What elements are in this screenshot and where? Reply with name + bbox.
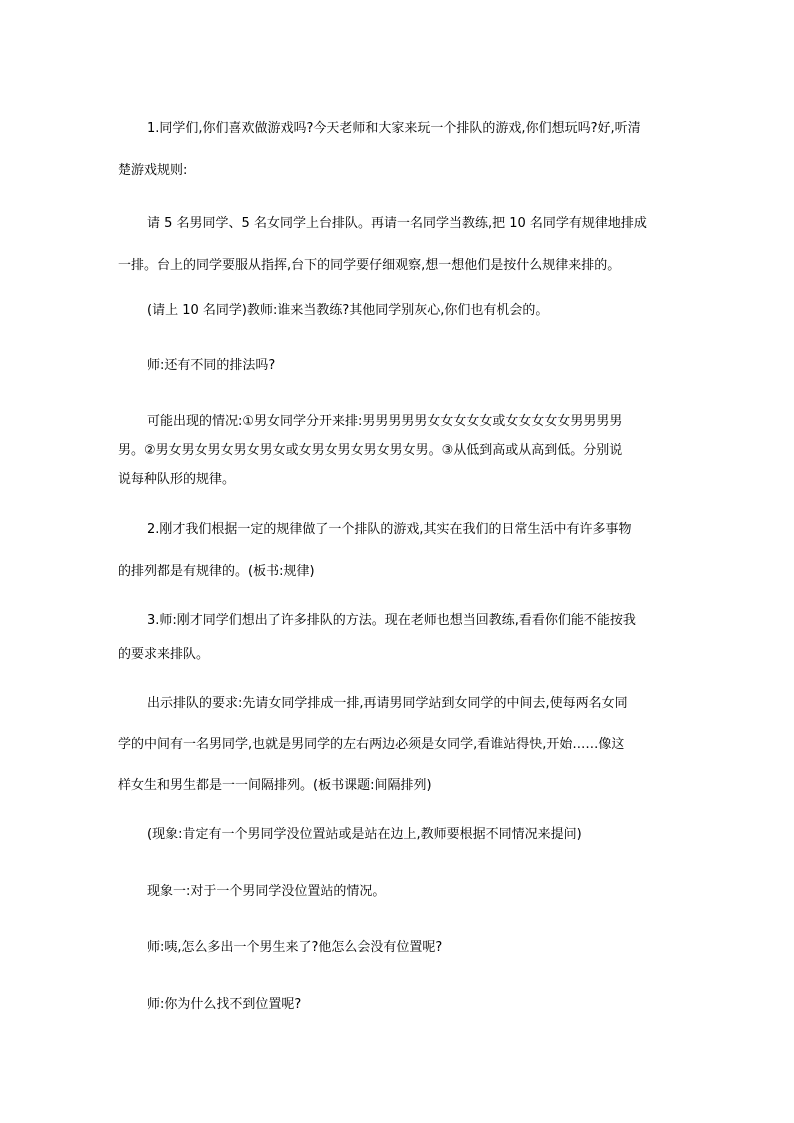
text-line: 请 5 名男同学、5 名女同学上台排队。再请一名同学当教练,把 10 名同学有规律地排成 (147, 216, 647, 231)
paragraph-7 (118, 604, 678, 672)
paragraph-10 (118, 878, 678, 906)
text-line: 的要求来排队。 (118, 647, 210, 662)
paragraph-6 (118, 509, 678, 593)
text-line: 楚游戏规则: (118, 163, 188, 178)
text-line: 师:你为什么找不到位置呢? (147, 997, 302, 1012)
text-line: 说每种队形的规律。 (118, 472, 236, 487)
paragraph-9 (118, 821, 678, 849)
text-line: 2.刚才我们根据一定的规律做了一个排队的游戏,其实在我们的日常生活中有许多事物 (147, 522, 632, 537)
text-line: 师:还有不同的排法吗? (147, 358, 276, 373)
text-line: 师:咦,怎么多出一个男生来了?他怎么会没有位置呢? (147, 940, 443, 955)
text-line: 出示排队的要求:先请女同学排成一排,再请男同学站到女同学的中间去,使每两名女同 (147, 696, 628, 711)
paragraph-1 (118, 108, 678, 192)
text-line: 男。②男女男女男女男女男女或女男女男女男女男女男。③从低到高或从高到低。分别说 (118, 443, 623, 458)
text-line: 3.师:刚才同学们想出了许多排队的方法。现在老师也想当回教练,看看你们能不能按我 (147, 613, 636, 628)
text-line: 一排。台上的同学要服从指挥,台下的同学要仔细观察,想一想他们是按什么规律来排的。 (118, 258, 621, 273)
text-line: 的排列都是有规律的。(板书:规律) (118, 564, 315, 579)
paragraph-5 (118, 407, 678, 494)
paragraph-8 (118, 683, 678, 806)
text-line: 1.同学们,你们喜欢做游戏吗?今天老师和大家来玩一个排队的游戏,你们想玩吗?好,听清 (147, 121, 641, 136)
text-line: 现象一:对于一个男同学没位置站的情况。 (147, 884, 386, 899)
text-line: 可能出现的情况:①男女同学分开来排:男男男男男女女女女女或女女女女女男男男男 (147, 414, 623, 429)
paragraph-3 (118, 297, 678, 325)
paragraph-2 (118, 203, 678, 287)
text-line: (现象:肯定有一个男同学没位置站或是站在边上,教师要根据不同情况来提问) (147, 827, 582, 842)
paragraph-12 (118, 991, 678, 1019)
text-line: 学的中间有一名男同学,也就是男同学的左右两边必须是女同学,看谁站得快,开始……像这 (118, 737, 625, 752)
text-line: (请上 10 名同学)教师:谁来当教练?其他同学别灰心,你们也有机会的。 (147, 303, 549, 318)
text-line: 样女生和男生都是一一间隔排列。(板书课题:间隔排列) (118, 778, 432, 793)
paragraph-4 (118, 352, 678, 380)
paragraph-11 (118, 934, 678, 962)
